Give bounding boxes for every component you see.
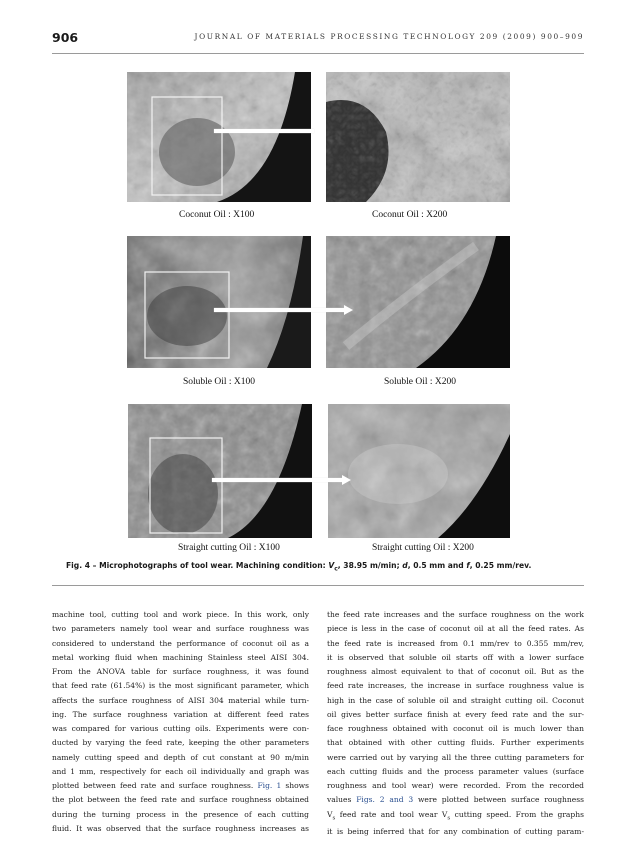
text-line: and 1 mm, respectively for each oil individually and graph was [52,766,309,776]
text-line: oil gives better surface finish at every feed rate and the sur- [327,709,584,719]
caption-subscript: c [334,565,338,573]
text-line: were carried out by varying all the three cutting parameters for [327,752,584,762]
panel-label: Soluble Oil : X200 [384,377,457,387]
micrograph-soluble-x100 [127,236,311,368]
text-line: the plot between the feed rate and surface roughness obtained [52,795,309,805]
text-line: was compared for various cutting oils. Experiments were con- [52,724,309,733]
caption-text: Fig. 4 – Microphotographs of tool wear. Machining condition: [66,561,329,570]
text-line: ing. The surface roughness variation at different feed rates [52,709,309,719]
text-line: the feed rate increases and the surface roughness on the work [327,610,584,619]
text-fragment: shows [281,781,309,790]
text-line: roughness almost equivalent to that of coconut oil. But as the [327,667,584,676]
caption-text: , 0.25 mm/rev. [469,561,532,570]
zoom-arrow [214,129,314,133]
text-fragment: values [327,795,357,805]
caption-symbol: V [328,561,335,570]
subscript: s [332,815,336,821]
panel-label: Straight cutting Oil : X100 [178,543,280,553]
micrograph-soluble-x200 [326,236,510,368]
text-line: fluid. It was observed that the surface roughness increases as [52,823,309,833]
zoom-arrow [214,308,346,312]
text-fragment: plotted between feed rate and surface roughness. [52,781,258,790]
figures-2-3-link[interactable]: Figs. 2 and 3 [356,795,414,805]
micrograph-coconut-x200 [326,72,510,202]
text-line: namely cutting speed and depth of cut constant at 90 m/min [52,752,309,762]
text-line: From the ANOVA table for surface roughness, it was found [52,667,309,676]
text-line [327,793,584,807]
text-line: it is observed that soluble oil starts off with a lower surface [327,652,584,662]
caption-text: , 0.5 mm and [407,561,467,570]
text-line: face roughness obtained with coconut oil is much lower than [327,724,584,733]
text-line: two parameters namely tool wear and surface roughness was [52,624,309,634]
panel-label: Straight cutting Oil : X200 [372,543,474,553]
micrograph-straight-x100 [128,404,312,538]
text-fragment: cutting speed. From the graphs [450,809,584,819]
running-header [52,30,584,48]
text-line: that obtained with other cutting fluids. Further experiments [327,738,584,748]
text-line: during the turning process in the presence of each cutting [52,809,309,819]
text-line: the feed rate is increased from 0.1 mm/rev to 0.355 mm/rev, [327,638,584,648]
text-line: considered to understand the performance of coconut oil as a [52,638,309,648]
panel-label: Soluble Oil : X100 [183,377,256,387]
right-column [327,608,584,840]
panel-label: Coconut Oil : X100 [179,210,255,220]
text-line: ducted by varying the feed rate, keeping the other parameters [52,738,309,748]
text-line: feed rate increases, the increase in surface roughness value is [327,681,584,691]
text-line: that feed rate (61.54%) is the most significant parameter, which [52,681,309,691]
text-fragment: V [327,809,333,819]
caption-text: , 38.95 m/min; [337,561,403,570]
text-line: high in the case of soluble oil and straight cutting oil. Coconut [327,695,584,705]
text-fragment: feed rate and tool wear V [335,809,448,819]
figure-caption [66,561,586,573]
arrow-head-icon [344,305,353,315]
text-line: roughness and tool wear) were recorded. From the recorded [327,781,584,790]
header-rule [52,53,584,54]
panel-label: Coconut Oil : X200 [372,210,448,220]
page-number: 906 [52,30,79,45]
text-line [327,808,584,826]
caption-symbol: d [402,561,408,570]
figure-rule [52,585,584,586]
text-line: affects the surface roughness of AISI 304 material while turn- [52,695,309,705]
text-line: each cutting fluids and the process parameter values (surface [327,766,584,776]
zoom-arrow [212,478,344,482]
text-line: it is being inferred that for any combination of cutting param- [327,827,584,837]
text-line: metal working fluid when machining Stainless steel AISI 304. [52,652,309,662]
caption-symbol: f [466,561,470,570]
arrow-head-icon [342,475,351,485]
figure-1-link[interactable]: Fig. 1 [257,781,282,790]
left-column [52,608,309,836]
subscript: s [447,815,451,821]
micrograph-straight-x200 [328,404,510,538]
text-line [52,779,309,793]
journal-title: JOURNAL OF MATERIALS PROCESSING TECHNOLOGY 209 (2009) 900–909 [194,32,584,41]
text-fragment: were plotted between surface roughness [413,795,584,805]
text-line: machine tool, cutting tool and work piece. In this work, only [52,610,309,619]
text-line: piece is less in the case of coconut oil at all the feed rates. As [327,624,584,634]
micrograph-coconut-x100 [127,72,311,202]
